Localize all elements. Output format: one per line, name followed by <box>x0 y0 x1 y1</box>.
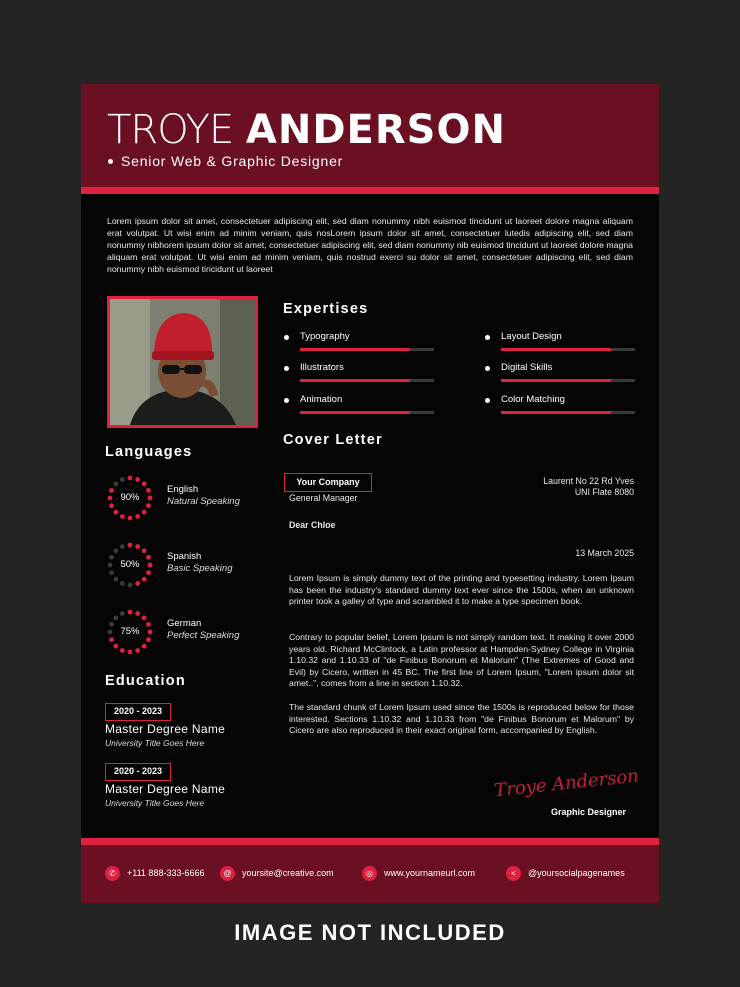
skill-name: Digital Skills <box>501 362 553 373</box>
skill-bar-track <box>300 411 434 414</box>
language-name: Spanish <box>167 551 202 562</box>
globe-icon: ◎ <box>362 866 377 881</box>
intro-paragraph: Lorem ipsum dolor sit amet, consectetuer adipiscing elit, sed diam nonummy nibh euismod tincidunt ut laoreet dolore magna aliquam erat volutpat. Ut wisi enim ad minim veniam, quis nosLorem ipsum dolor sit amet, consectetuer lutedis adipiscing elit, sed diam nonummy nibhorem ipsum dolor sit amet, consectetuer adipiscing elit, sed diam nonummy nib euismod tincidunt ut laoreet dolore magna aliquam erat volutpat. Ut wisi enim ad minim veniam, quis nostrud exerci su dolor sit amet, consectetuer adipiscing elit, sed diam nonummy nibh euismod tincidunt ut laoreet <box>107 216 633 274</box>
education-heading: Education <box>105 673 186 689</box>
footer-contact-bar <box>81 845 659 903</box>
language-percent: 90% <box>120 492 140 503</box>
language-percent: 75% <box>120 626 140 637</box>
cover-letter-heading: Cover Letter <box>283 432 383 448</box>
address-line-1: Laurent No 22 Rd Yves <box>543 476 634 486</box>
skill-bar-fill <box>300 411 410 414</box>
skill-name: Typography <box>300 331 350 342</box>
languages-heading: Languages <box>105 444 193 460</box>
letter-paragraph: Contrary to popular belief, Lorem Ipsum is not simply random text. It making it over 2000 years old. Richard McClintock, a Latin professor at Hampden-Sydney College in Virginia 1.10.32 and 1.10.33 of "de Finibus Bonorum et Malorum" (The Extremes of Good and Evil) by Cicero, written in 45 BC. The first line of Lorem Ipsum, "Lorem ipsum dolor sit amet..", comes from a line in section 1.10.32. <box>289 632 634 689</box>
language-item <box>105 540 265 590</box>
image-not-included-notice: IMAGE NOT INCLUDED <box>234 920 506 945</box>
phone-icon: ✆ <box>105 866 120 881</box>
skill-item <box>284 394 424 424</box>
email-icon: @ <box>220 866 235 881</box>
expertises-heading: Expertises <box>283 301 369 317</box>
contact-website[interactable] <box>362 865 475 881</box>
header-stripe <box>81 187 659 194</box>
bullet-icon <box>485 366 490 371</box>
full-name <box>107 107 506 153</box>
recipient-role: General Manager <box>289 493 358 503</box>
signature: Troye Anderson <box>493 765 640 802</box>
skill-bar-track <box>501 411 635 414</box>
website-text: www.yournameurl.com <box>384 868 476 878</box>
bullet-icon <box>108 159 113 164</box>
language-level: Perfect Speaking <box>167 630 240 641</box>
skill-item <box>485 394 625 424</box>
bullet-icon <box>284 366 289 371</box>
footer-stripe <box>81 838 659 845</box>
skill-name: Animation <box>300 394 343 405</box>
bullet-icon <box>485 335 490 340</box>
last-name: ANDERSON <box>245 107 506 153</box>
skill-bar-track <box>501 348 635 351</box>
language-name: German <box>167 618 202 629</box>
address-line-2: UNI Flate 8080 <box>574 487 634 497</box>
job-title <box>108 153 343 169</box>
bullet-icon <box>485 398 490 403</box>
skill-bar-fill <box>501 411 611 414</box>
contact-phone[interactable] <box>105 865 204 881</box>
skill-item <box>485 362 625 392</box>
company-name: Your Company <box>284 473 372 492</box>
signature-title: Graphic Designer <box>551 807 627 817</box>
education-degree: Master Degree Name <box>105 782 226 796</box>
email-text: yoursite@creative.com <box>242 868 334 878</box>
letter-paragraph: Lorem Ipsum is simply dummy text of the printing and typesetting industry. Lorem Ipsum has been the industry's standard dummy text ever since the 1500s, when an unknown printer took a galley of type and scrambled it to make a type specimen book. <box>289 573 634 607</box>
language-item <box>105 607 265 657</box>
skill-name: Color Matching <box>501 394 565 405</box>
skill-bar-fill <box>300 379 410 382</box>
skill-item <box>284 331 424 361</box>
education-years: 2020 - 2023 <box>105 763 171 781</box>
first-name: TROYE <box>107 107 234 153</box>
social-text: @yoursocialpagenames <box>528 868 625 878</box>
letter-paragraph: The standard chunk of Lorem Ipsum used since the 1500s is reproduced below for those interested. Sections 1.10.32 and 1.10.33 from "de Finibus Bonorum et Malorum" by Cicero are also reproduced in their exact original form, accompanied by English. <box>289 702 634 736</box>
skill-item <box>485 331 625 361</box>
contact-email[interactable] <box>220 865 334 881</box>
language-name: English <box>167 484 199 495</box>
language-level: Basic Speaking <box>167 563 233 574</box>
skill-name: Layout Design <box>501 331 562 342</box>
skill-bar-fill <box>501 379 611 382</box>
contact-social[interactable] <box>506 865 625 881</box>
portrait-illustration <box>110 299 255 425</box>
skill-bar-track <box>300 379 434 382</box>
skill-bar-track <box>501 379 635 382</box>
language-item <box>105 473 265 523</box>
header-banner <box>81 84 659 187</box>
education-school: University Title Goes Here <box>105 798 205 808</box>
job-title-text: Senior Web & Graphic Designer <box>121 153 344 169</box>
education-school: University Title Goes Here <box>105 738 205 748</box>
education-years: 2020 - 2023 <box>105 703 171 721</box>
skill-name: Illustrators <box>300 362 344 373</box>
phone-text: +111 888-333-6666 <box>127 868 205 878</box>
bullet-icon <box>284 335 289 340</box>
skill-bar-fill <box>501 348 611 351</box>
resume-sheet <box>81 84 659 903</box>
language-percent: 50% <box>120 559 140 570</box>
letter-date: 13 March 2025 <box>575 548 634 558</box>
skill-item <box>284 362 424 392</box>
education-degree: Master Degree Name <box>105 722 226 736</box>
profile-photo <box>107 296 258 428</box>
language-level: Natural Speaking <box>167 496 240 507</box>
bullet-icon <box>284 398 289 403</box>
skill-bar-track <box>300 348 434 351</box>
share-icon: < <box>506 866 521 881</box>
skill-bar-fill <box>300 348 410 351</box>
salutation: Dear Chloe <box>289 520 336 530</box>
